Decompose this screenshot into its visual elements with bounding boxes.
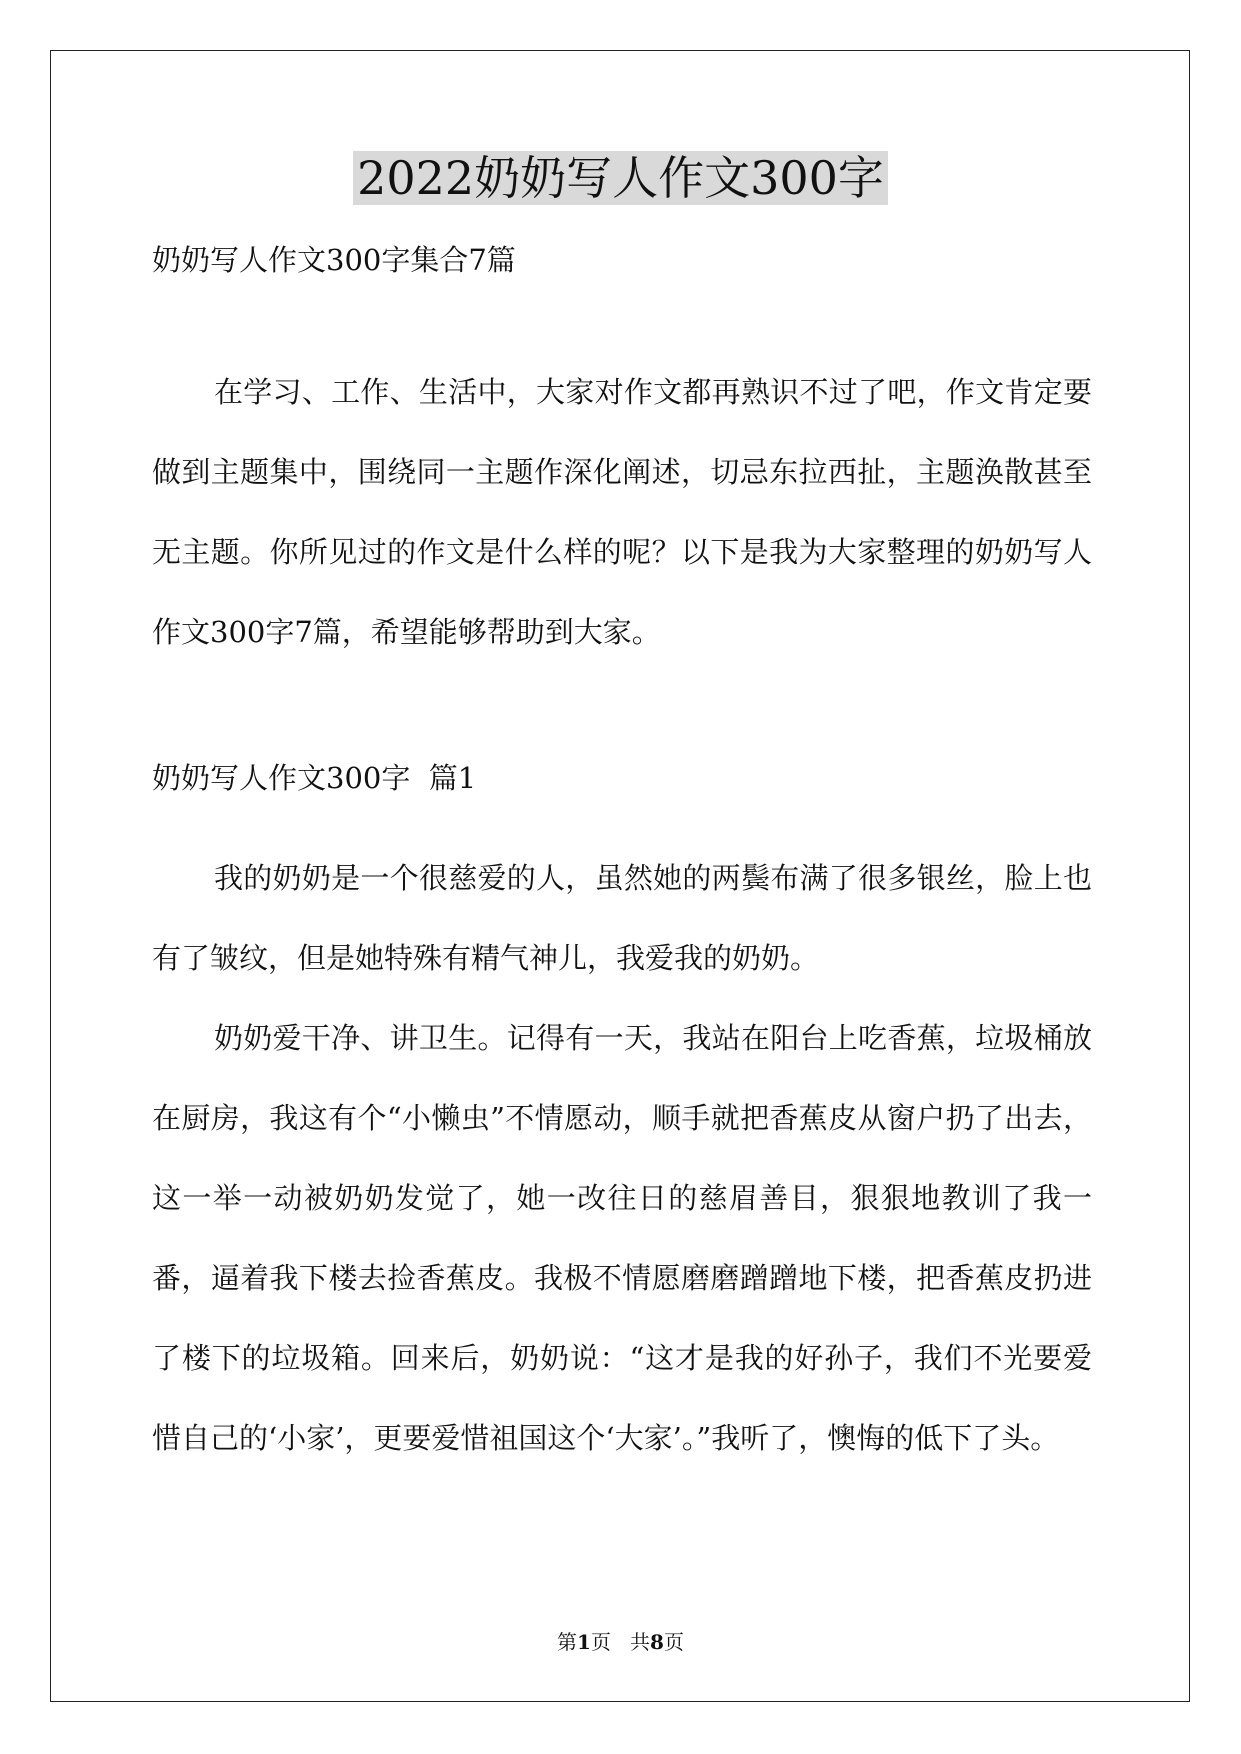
document-title-text: 2022奶奶写人作文300字 [353,151,888,205]
page-footer [0,1628,1241,1656]
document-subtitle: 奶奶写人作文300字集合7篇 [152,243,516,277]
document-title [0,148,1241,208]
body-paragraph-1: 我的奶奶是一个很慈爱的人，虽然她的两鬓布满了很多银丝，脸上也有了皱纹，但是她特殊有精气神儿，我爱我的奶奶。 [152,861,1092,975]
footer-page-prefix: 第 [557,1630,578,1654]
footer-page-suffix: 页 [663,1630,684,1654]
body-paragraph-2: 奶奶爱干净、讲卫生。记得有一天，我站在阳台上吃香蕉，垃圾桶放在厨房，我这有个“小懒虫”不情愿动，顺手就把香蕉皮从窗户扔了出去，这一举一动被奶奶发觉了，她一改往日的慈眉善目，狠狠地教训了我一番，逼着我下楼去捡香蕉皮。我极不情愿磨磨蹭蹭地下楼，把香蕉皮扔进了楼下的垃圾箱。回来后，奶奶说：“这才是我的好孙子，我们不光要爱惜自己的‘小家’，更要爱惜祖国这个‘大家’。”我听了，懊悔的低下了头。 [152,1021,1092,1455]
footer-page-total: 8 [650,1630,664,1654]
section-heading: 奶奶写人作文300字 篇1 [152,761,477,795]
intro-paragraph: 在学习、工作、生活中，大家对作文都再熟识不过了吧，作文肯定要做到主题集中，围绕同一主题作深化阐述，切忌东拉西扯，主题涣散甚至无主题。你所见过的作文是什么样的呢？以下是我为大家整理的奶奶写人作文300字7篇，希望能够帮助到大家。 [152,375,1092,649]
footer-page-current: 1 [577,1630,591,1654]
footer-page-mid: 页 共 [590,1630,651,1654]
